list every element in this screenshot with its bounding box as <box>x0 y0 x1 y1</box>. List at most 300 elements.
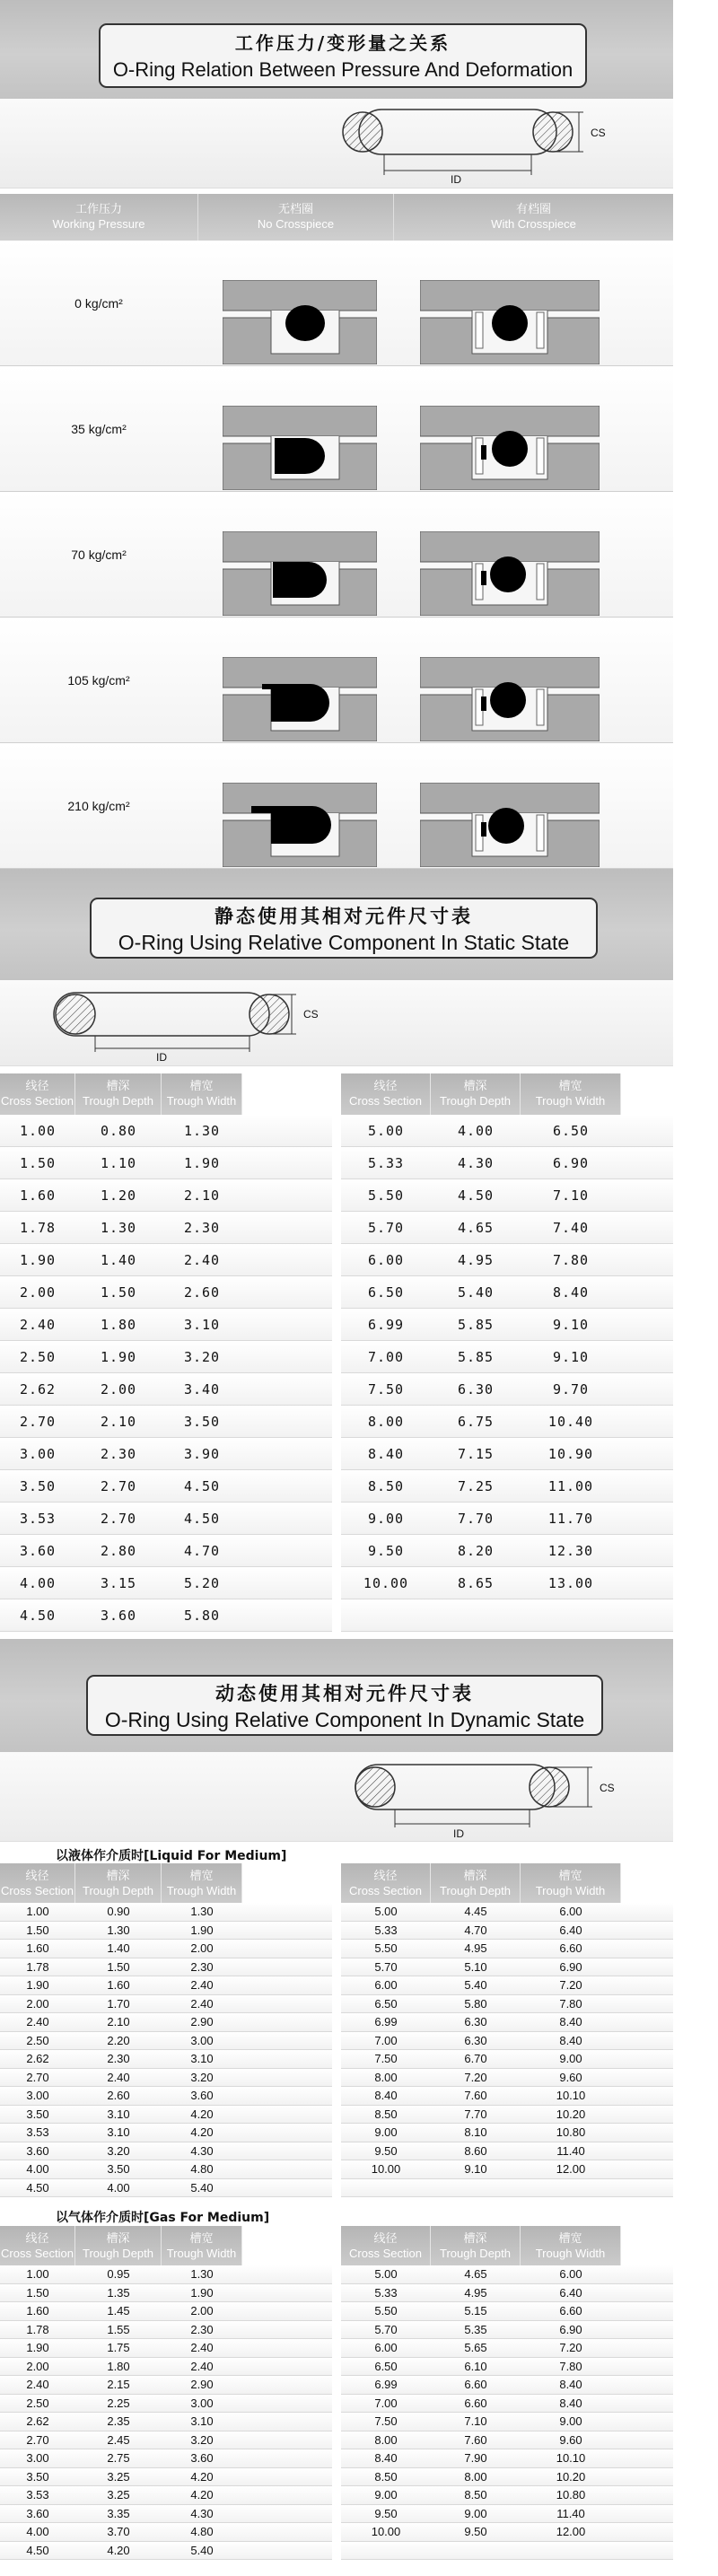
cross-section-value: 5.50 <box>367 1187 405 1204</box>
trough-depth-value: 0.80 <box>100 1123 137 1139</box>
pressure-value: 70 kg/cm² <box>71 548 127 562</box>
trough-depth-value: 2.10 <box>100 1414 137 1430</box>
trough-width-value: 2.40 <box>190 2341 214 2354</box>
trough-depth-value: 5.80 <box>464 1996 487 2011</box>
section3-title-en: O-Ring Using Relative Component In Dynamic State <box>104 1708 585 1731</box>
trough-depth-value: 4.70 <box>464 1923 487 1937</box>
cross-section-value: 2.50 <box>19 1349 57 1365</box>
column-header <box>431 1863 521 1903</box>
column-header-en: Cross Section <box>1 2247 74 2260</box>
trough-depth-value: 5.15 <box>464 2304 487 2318</box>
trough-depth-value: 3.25 <box>107 2469 130 2484</box>
trough-width-value: 4.80 <box>190 2162 214 2176</box>
trough-depth-value: 1.40 <box>107 1941 130 1955</box>
pressure-value: 0 kg/cm² <box>74 296 123 311</box>
column-header-cn: 线径 <box>25 1079 49 1092</box>
cross-section-value: 9.50 <box>374 2506 398 2520</box>
column-header-en: Cross Section <box>1 1884 74 1897</box>
table-row <box>341 2179 673 2198</box>
cross-section-value: 7.50 <box>367 1381 405 1398</box>
trough-depth-value: 1.70 <box>107 1996 130 2011</box>
cross-section-value: 1.78 <box>26 1959 49 1974</box>
cross-section-value: 5.50 <box>374 1941 398 1955</box>
column-header-en: Cross Section <box>349 2247 422 2260</box>
header-working-pressure <box>0 194 197 241</box>
trough-width-value: 10.20 <box>556 2107 586 2121</box>
column-group-divider <box>332 2226 341 2562</box>
trough-depth-value: 7.10 <box>464 2414 487 2428</box>
cross-section-value: 2.50 <box>26 2396 49 2410</box>
column-header-en: Trough Width <box>535 1884 606 1897</box>
column-header-en: Trough Depth <box>439 1884 511 1897</box>
trough-width-value: 8.40 <box>559 2033 582 2047</box>
cross-section-value: 3.60 <box>19 1543 57 1559</box>
cross-section-value: 3.53 <box>19 1511 57 1527</box>
cross-section-value: 1.78 <box>19 1220 57 1236</box>
cross-section-value: 6.00 <box>374 2341 398 2354</box>
id-label: ID <box>156 1051 167 1064</box>
cross-section-value: 6.99 <box>374 2378 398 2391</box>
cross-section-value: 5.33 <box>367 1155 405 1171</box>
section2-title-box <box>90 898 598 959</box>
cross-section-value: 6.50 <box>374 1996 398 2011</box>
liquid-medium-label: 以液体作介质时[Liquid For Medium] <box>56 1849 287 1863</box>
trough-depth-value: 9.50 <box>464 2525 487 2538</box>
header-col1-en: Working Pressure <box>52 217 145 231</box>
column-header <box>521 2226 621 2265</box>
cross-section-value: 5.70 <box>367 1220 405 1236</box>
trough-width-value: 11.40 <box>556 2143 585 2158</box>
column-header <box>162 1073 242 1115</box>
trough-width-value: 4.20 <box>190 2488 214 2502</box>
cross-section-value: 8.00 <box>367 1414 405 1430</box>
cross-section-value: 8.00 <box>374 2432 398 2447</box>
trough-depth-value: 1.45 <box>107 2304 130 2318</box>
section2-title-cn: 静态使用其相对元件尺寸表 <box>215 906 473 927</box>
trough-depth-value: 8.20 <box>457 1543 495 1559</box>
column-header <box>431 2226 521 2265</box>
gas-dimension-table <box>0 2226 673 2562</box>
trough-depth-value: 1.20 <box>100 1187 137 1204</box>
trough-width-value: 3.90 <box>183 1446 221 1462</box>
cross-section-value: 3.60 <box>26 2143 49 2158</box>
section2-oring-diagram <box>0 980 673 1066</box>
trough-width-value: 3.20 <box>183 1349 221 1365</box>
trough-depth-value: 7.60 <box>464 2432 487 2447</box>
trough-depth-value: 2.00 <box>100 1381 137 1398</box>
trough-depth-value: 5.10 <box>464 1959 487 1974</box>
cross-section-value: 6.00 <box>374 1978 398 1992</box>
trough-width-value: 7.80 <box>559 2359 582 2373</box>
trough-width-value: 5.40 <box>190 2180 214 2195</box>
gas-label-row <box>0 2199 673 2226</box>
column-header-en: Cross Section <box>349 1094 422 1108</box>
trough-width-value: 10.80 <box>556 2125 586 2139</box>
trough-depth-value: 2.25 <box>107 2396 130 2410</box>
trough-depth-value: 7.20 <box>464 2070 487 2084</box>
column-header-en: Trough Width <box>166 1094 237 1108</box>
column-header <box>521 1863 621 1903</box>
trough-width-value: 6.90 <box>552 1155 590 1171</box>
header-no-crosspiece <box>197 194 393 241</box>
trough-width-value: 10.80 <box>556 2488 586 2502</box>
trough-depth-value: 1.10 <box>100 1155 137 1171</box>
trough-width-value: 2.00 <box>190 1941 214 1955</box>
trough-depth-value: 9.00 <box>464 2506 487 2520</box>
trough-width-value: 9.60 <box>559 2432 582 2447</box>
cross-section-value: 1.50 <box>26 1923 49 1937</box>
trough-width-value: 6.60 <box>559 2304 582 2318</box>
section1-oring-diagram <box>0 99 673 188</box>
trough-width-value: 9.00 <box>559 2414 582 2428</box>
trough-width-value: 2.90 <box>190 2378 214 2391</box>
trough-width-value: 4.20 <box>190 2469 214 2484</box>
column-header-en: Trough Width <box>535 2247 606 2260</box>
trough-depth-value: 1.75 <box>107 2341 130 2354</box>
trough-width-value: 6.00 <box>559 2267 582 2281</box>
oring-dimension-drawing <box>0 99 673 188</box>
cross-section-value: 1.90 <box>26 2341 49 2354</box>
trough-width-value: 7.80 <box>552 1252 590 1268</box>
section3-oring-diagram <box>0 1752 673 1842</box>
trough-width-value: 2.40 <box>190 2359 214 2373</box>
trough-depth-value: 2.70 <box>100 1478 137 1494</box>
cross-section-value: 7.00 <box>374 2033 398 2047</box>
trough-depth-value: 8.65 <box>457 1575 495 1591</box>
cross-section-value: 3.50 <box>19 1478 57 1494</box>
cross-section-value: 2.70 <box>19 1414 57 1430</box>
cross-section-value: 3.53 <box>26 2125 49 2139</box>
cross-section-value: 1.60 <box>26 2304 49 2318</box>
trough-depth-value: 1.60 <box>107 1978 130 1992</box>
trough-width-value: 3.10 <box>190 2052 214 2065</box>
cross-section-value: 3.50 <box>26 2107 49 2121</box>
cross-section-value: 1.50 <box>19 1155 57 1171</box>
cross-section-value: 1.00 <box>26 1905 49 1918</box>
trough-depth-value: 1.55 <box>107 2322 130 2336</box>
trough-width-value: 11.00 <box>547 1478 594 1494</box>
cross-section-value: 8.50 <box>367 1478 405 1494</box>
trough-width-value: 3.10 <box>190 2414 214 2428</box>
trough-width-value: 3.10 <box>183 1317 221 1333</box>
column-header-en: Cross Section <box>1 1094 74 1108</box>
trough-depth-value: 4.30 <box>457 1155 495 1171</box>
cross-section-value: 1.90 <box>19 1252 57 1268</box>
cross-section-value: 2.00 <box>26 1996 49 2011</box>
cross-section-value: 2.70 <box>26 2432 49 2447</box>
pressure-row <box>0 743 673 869</box>
trough-width-value: 8.40 <box>559 2396 582 2410</box>
cross-section-value: 5.33 <box>374 1923 398 1937</box>
trough-width-value: 1.30 <box>190 2267 214 2281</box>
trough-depth-value: 9.10 <box>464 2162 487 2176</box>
trough-width-value: 1.30 <box>190 1905 214 1918</box>
cross-section-value: 5.33 <box>374 2285 398 2300</box>
trough-depth-value: 8.60 <box>464 2143 487 2158</box>
cross-section-value: 2.40 <box>26 2378 49 2391</box>
trough-depth-value: 4.65 <box>464 2267 487 2281</box>
cs-label: CS <box>600 1782 615 1794</box>
column-header-cn: 槽深 <box>463 1869 487 1882</box>
trough-depth-value: 2.80 <box>100 1543 137 1559</box>
cross-section-value: 3.00 <box>26 2451 49 2465</box>
pressure-value: 35 kg/cm² <box>71 422 127 436</box>
pressure-value: 210 kg/cm² <box>67 799 130 813</box>
cross-section-value: 8.50 <box>374 2469 398 2484</box>
column-header-cn: 线径 <box>25 2231 49 2245</box>
trough-width-value: 6.90 <box>559 2322 582 2336</box>
trough-depth-value: 0.95 <box>107 2267 130 2281</box>
trough-depth-value: 2.45 <box>107 2432 130 2447</box>
cross-section-value: 10.00 <box>371 2162 401 2176</box>
column-header <box>75 1073 162 1115</box>
trough-width-value: 1.90 <box>183 1155 221 1171</box>
column-header <box>341 2226 431 2265</box>
trough-depth-value: 4.65 <box>457 1220 495 1236</box>
column-header-cn: 槽宽 <box>558 1869 582 1882</box>
trough-width-value: 5.80 <box>183 1608 221 1624</box>
trough-depth-value: 4.00 <box>457 1123 495 1139</box>
trough-width-value: 2.40 <box>190 1996 214 2011</box>
cross-section-value: 1.00 <box>26 2267 49 2281</box>
cross-section-value: 4.50 <box>19 1608 57 1624</box>
trough-depth-value: 1.30 <box>107 1923 130 1937</box>
trough-depth-value: 6.60 <box>464 2396 487 2410</box>
column-header-cn: 槽宽 <box>558 1079 582 1092</box>
trough-depth-value: 1.80 <box>100 1317 137 1333</box>
gas-medium-label: 以气体作介质时[Gas For Medium] <box>56 2211 270 2225</box>
cross-section-value: 3.50 <box>26 2469 49 2484</box>
header-col3-en: With Crosspiece <box>491 217 576 231</box>
column-header-cn: 槽深 <box>463 1079 487 1092</box>
trough-width-value: 2.40 <box>190 1978 214 1992</box>
pressure-rows <box>0 241 673 869</box>
trough-depth-value: 1.40 <box>100 1252 137 1268</box>
cross-section-value: 5.70 <box>374 2322 398 2336</box>
cross-section-value: 5.50 <box>374 2304 398 2318</box>
pressure-value: 105 kg/cm² <box>67 673 130 688</box>
trough-width-value: 2.00 <box>190 2304 214 2318</box>
column-header-cn: 槽深 <box>106 1869 130 1882</box>
trough-depth-value: 2.70 <box>100 1511 137 1527</box>
cross-section-value: 6.99 <box>367 1317 405 1333</box>
cross-section-value: 4.50 <box>26 2180 49 2195</box>
cross-section-value: 8.50 <box>374 2107 398 2121</box>
trough-depth-value: 6.30 <box>457 1381 495 1398</box>
section2-title-band <box>0 869 673 980</box>
section3-title-cn: 动态使用其相对元件尺寸表 <box>215 1683 474 1704</box>
trough-width-value: 10.90 <box>547 1446 594 1462</box>
cross-section-value: 9.00 <box>374 2125 398 2139</box>
cross-section-value: 5.00 <box>374 1905 398 1918</box>
trough-depth-value: 5.35 <box>464 2322 487 2336</box>
column-header-cn: 槽宽 <box>189 2231 214 2245</box>
cross-section-value: 3.53 <box>26 2488 49 2502</box>
trough-width-value: 5.20 <box>183 1575 221 1591</box>
cross-section-value: 8.00 <box>374 2070 398 2084</box>
trough-depth-value: 7.90 <box>464 2451 487 2465</box>
trough-depth-value: 7.70 <box>464 2107 487 2121</box>
trough-depth-value: 3.70 <box>107 2525 130 2538</box>
trough-width-value: 6.90 <box>559 1959 582 1974</box>
column-header <box>521 1073 621 1115</box>
trough-width-value: 6.60 <box>559 1941 582 1955</box>
column-group-divider <box>332 1073 341 1632</box>
column-header-en: Trough Width <box>166 2247 237 2260</box>
cross-section-value: 1.50 <box>26 2285 49 2300</box>
trough-width-value: 7.10 <box>552 1187 590 1204</box>
trough-depth-value: 1.35 <box>107 2285 130 2300</box>
column-header <box>162 2226 242 2265</box>
header-col2-cn: 无档圈 <box>277 202 313 215</box>
cross-section-value: 1.60 <box>19 1187 57 1204</box>
trough-width-value: 8.40 <box>559 2015 582 2028</box>
column-header-cn: 槽深 <box>463 2231 487 2245</box>
table-row <box>341 1599 673 1632</box>
trough-depth-value: 2.40 <box>107 2070 130 2084</box>
oring-section-right <box>533 112 573 152</box>
cross-section-value: 4.00 <box>26 2162 49 2176</box>
oring-dimension-drawing <box>0 980 673 1066</box>
trough-depth-value: 1.80 <box>107 2359 130 2373</box>
oring-section-left <box>355 1767 395 1807</box>
trough-width-value: 5.40 <box>190 2543 214 2557</box>
cross-section-value: 4.00 <box>26 2525 49 2538</box>
cross-section-value: 1.00 <box>19 1123 57 1139</box>
section3-title-box <box>86 1675 603 1736</box>
trough-depth-value: 7.60 <box>464 2089 487 2102</box>
cross-section-value: 9.50 <box>367 1543 405 1559</box>
trough-width-value: 9.10 <box>552 1317 590 1333</box>
trough-depth-value: 8.50 <box>464 2488 487 2502</box>
column-header <box>0 2226 75 2265</box>
cross-section-value: 4.00 <box>19 1575 57 1591</box>
column-header-cn: 槽宽 <box>189 1869 214 1882</box>
trough-depth-value: 2.35 <box>107 2414 130 2428</box>
trough-width-value: 8.40 <box>559 2378 582 2391</box>
cs-label: CS <box>303 1008 319 1021</box>
section1-title-en: O-Ring Relation Between Pressure And Deformation <box>112 58 574 81</box>
column-header <box>162 1863 242 1903</box>
cross-section-value: 5.70 <box>374 1959 398 1974</box>
section2-title-en: O-Ring Using Relative Component In Static State <box>118 931 570 954</box>
trough-width-value: 2.10 <box>183 1187 221 1204</box>
cross-section-value: 2.62 <box>26 2052 49 2065</box>
trough-depth-value: 4.50 <box>457 1187 495 1204</box>
column-header <box>431 1073 521 1115</box>
column-header <box>75 1863 162 1903</box>
trough-width-value: 4.30 <box>190 2506 214 2520</box>
column-header-en: Trough Depth <box>82 1884 153 1897</box>
header-col2-en: No Crosspiece <box>257 217 335 231</box>
trough-depth-value: 2.15 <box>107 2378 130 2391</box>
trough-depth-value: 6.10 <box>464 2359 487 2373</box>
cross-section-value: 1.78 <box>26 2322 49 2336</box>
pressure-row <box>0 618 673 743</box>
cross-section-value: 6.00 <box>367 1252 405 1268</box>
trough-width-value: 3.20 <box>190 2070 214 2084</box>
column-header-cn: 线径 <box>25 1869 49 1882</box>
column-header-cn: 槽宽 <box>558 2231 582 2245</box>
column-header-cn: 槽深 <box>106 1079 130 1092</box>
trough-depth-value: 5.40 <box>457 1284 495 1301</box>
column-header-cn: 线径 <box>373 1079 398 1092</box>
trough-depth-value: 3.15 <box>100 1575 137 1591</box>
trough-width-value: 3.00 <box>190 2033 214 2047</box>
cross-section-value: 7.50 <box>374 2052 398 2065</box>
trough-depth-value: 1.90 <box>100 1349 137 1365</box>
trough-depth-value: 5.85 <box>457 1349 495 1365</box>
trough-depth-value: 5.85 <box>457 1317 495 1333</box>
column-header-cn: 槽宽 <box>189 1079 214 1092</box>
cross-section-value: 7.00 <box>367 1349 405 1365</box>
trough-depth-value: 2.30 <box>107 2052 130 2065</box>
cross-section-value: 9.00 <box>367 1511 405 1527</box>
trough-width-value: 3.00 <box>190 2396 214 2410</box>
trough-width-value: 9.60 <box>559 2070 582 2084</box>
cross-section-value: 10.00 <box>363 1575 409 1591</box>
section3-title-band <box>0 1639 673 1752</box>
trough-width-value: 9.00 <box>559 2052 582 2065</box>
cross-section-value: 9.00 <box>374 2488 398 2502</box>
trough-depth-value: 7.25 <box>457 1478 495 1494</box>
column-header <box>0 1863 75 1903</box>
cross-section-value: 10.00 <box>371 2525 401 2538</box>
cs-label: CS <box>591 127 606 139</box>
section1-title-box <box>99 23 587 88</box>
trough-depth-value: 3.10 <box>107 2107 130 2121</box>
trough-depth-value: 4.95 <box>464 1941 487 1955</box>
cross-section-value: 2.70 <box>26 2070 49 2084</box>
trough-width-value: 13.00 <box>547 1575 594 1591</box>
trough-depth-value: 2.20 <box>107 2033 130 2047</box>
cross-section-value: 5.00 <box>374 2267 398 2281</box>
oring-section-left <box>56 994 95 1034</box>
trough-depth-value: 6.60 <box>464 2378 487 2391</box>
trough-depth-value: 0.90 <box>107 1905 130 1918</box>
cross-section-value: 4.50 <box>26 2543 49 2557</box>
column-header-en: Trough Depth <box>82 2247 153 2260</box>
trough-width-value: 4.20 <box>190 2107 214 2121</box>
trough-depth-value: 4.20 <box>107 2543 130 2557</box>
column-header-cn: 槽深 <box>106 2231 130 2245</box>
column-header-en: Trough Width <box>535 1094 606 1108</box>
section1-title-cn: 工作压力/变形量之关系 <box>234 32 451 54</box>
liquid-dimension-table <box>0 1863 673 2199</box>
trough-depth-value: 5.40 <box>464 1978 487 1992</box>
trough-depth-value: 8.00 <box>464 2469 487 2484</box>
section1-title-band <box>0 0 673 99</box>
cross-section-value: 6.99 <box>374 2015 398 2028</box>
trough-width-value: 11.40 <box>556 2506 585 2520</box>
trough-depth-value: 3.10 <box>107 2125 130 2139</box>
column-header-en: Trough Depth <box>439 1094 511 1108</box>
trough-width-value: 6.50 <box>552 1123 590 1139</box>
trough-width-value: 6.40 <box>559 2285 582 2300</box>
trough-depth-value: 3.60 <box>100 1608 137 1624</box>
oring-section-right <box>530 1767 569 1807</box>
trough-width-value: 10.20 <box>556 2469 586 2484</box>
table-row <box>341 2542 673 2561</box>
trough-width-value: 3.40 <box>183 1381 221 1398</box>
trough-width-value: 4.30 <box>190 2143 214 2158</box>
trough-width-value: 12.30 <box>547 1543 594 1559</box>
column-header-cn: 线径 <box>373 2231 398 2245</box>
trough-width-value: 2.30 <box>190 1959 214 1974</box>
trough-width-value: 10.10 <box>556 2089 586 2102</box>
column-header-en: Cross Section <box>349 1884 422 1897</box>
trough-depth-value: 1.50 <box>100 1284 137 1301</box>
